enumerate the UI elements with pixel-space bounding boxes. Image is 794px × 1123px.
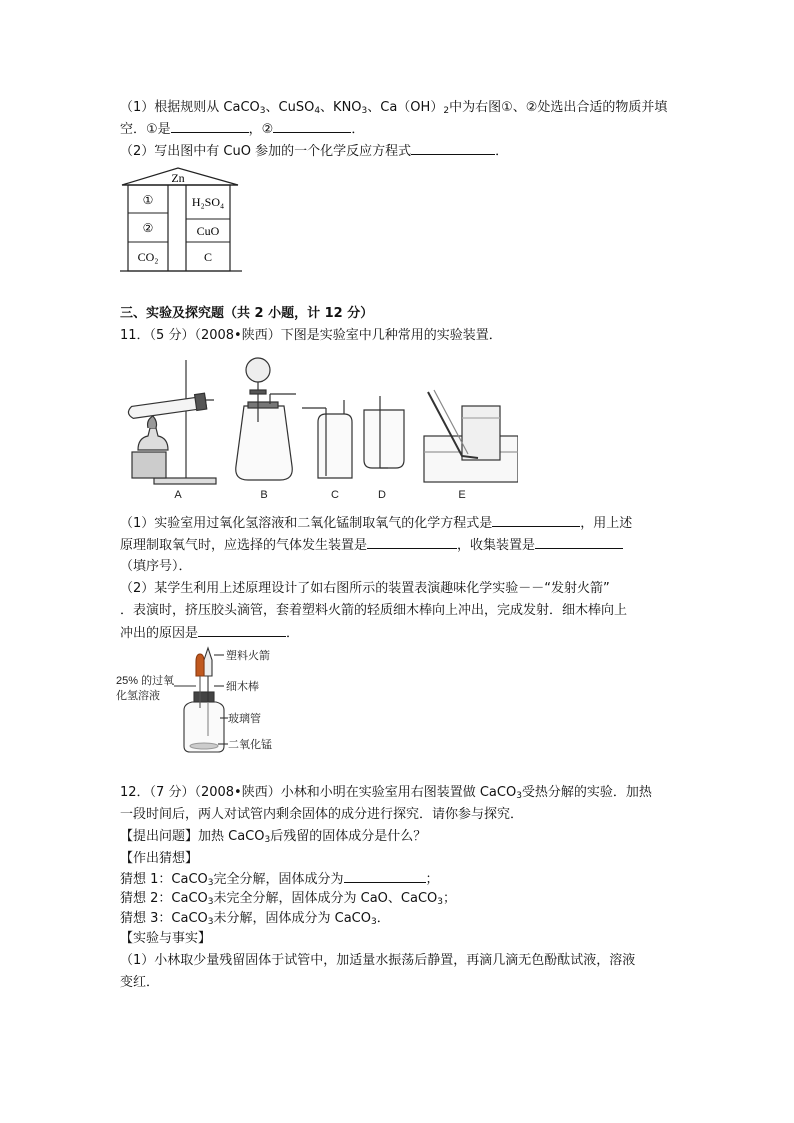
- q11-title: 11．（5 分）（2008•陕西）下图是实验室中几种常用的实验装置．: [120, 328, 502, 343]
- rocket-figure: [116, 646, 286, 756]
- label-d: D: [378, 489, 386, 501]
- blank-o2-equation[interactable]: [492, 514, 580, 527]
- q12-title-line2: 一段时间后，两人对试管内剩余固体的成分进行探究．请你参与探究．: [120, 807, 524, 822]
- house-right-2: CuO: [196, 224, 220, 238]
- q12-hypothesis-heading: 【作出猜想】: [120, 851, 199, 866]
- apparatus-d: [364, 396, 404, 468]
- house-roof-label: Zn: [171, 171, 185, 185]
- q12-title-line1: 12．（7 分）（2008•陕西）小林和小明在实验室用右图装置做 CaCO$_3$受热分解的实验．加热: [120, 785, 652, 801]
- house-left-2: ②: [142, 221, 154, 235]
- label-e: E: [458, 489, 466, 501]
- house-right-1: H₂SO₄: [191, 195, 225, 209]
- q12-guess-2: 猜想 2：CaCO$_3$未完全分解，固体成分为 CaO、CaCO$_3$；: [120, 891, 457, 907]
- stick-label: 细木棒: [226, 681, 259, 693]
- apparatus-b: [236, 358, 296, 480]
- apparatus-e: [424, 390, 518, 482]
- q12-fact1-line2: 变红．: [120, 975, 160, 990]
- q12-question: 【提出问题】加热 CaCO$_3$后残留的固体成分是什么？: [120, 829, 427, 845]
- tube-label: 玻璃管: [228, 713, 261, 725]
- apparatus-a: [128, 360, 216, 484]
- label-c: C: [331, 489, 339, 501]
- blank-reason[interactable]: [198, 624, 286, 637]
- q10-part1-line1: （1）根据规则从 CaCO$_3$、CuSO$_4$、$KNO_3$、$Ca(OH)_2$中为右图①、②处选出合适的物质并填: [120, 100, 668, 116]
- q11-part2-line3: 冲出的原因是 ．: [120, 626, 300, 641]
- house-right-3: C: [203, 250, 213, 264]
- apparatus-figure: [118, 352, 518, 504]
- q12-guess-3: 猜想 3：CaCO$_3$未分解，固体成分为 CaCO$_3$．: [120, 911, 390, 927]
- solution-label-2: 化氢溶液: [116, 690, 160, 702]
- house-left-1: ①: [142, 193, 154, 207]
- label-a: A: [174, 489, 182, 501]
- blank-generator[interactable]: [367, 536, 457, 549]
- blank-collector[interactable]: [535, 536, 623, 549]
- section-heading: 三、实验及探究题（共 2 小题，计 12 分）: [120, 306, 374, 321]
- q12-guess-1: 猜想 1：CaCO$_3$完全分解，固体成分为 ；: [120, 872, 439, 888]
- q11-part1-line1: （1）实验室用过氧化氢溶液和二氧化锰制取氧气的化学方程式是 ，用上述: [120, 516, 633, 531]
- blank-equation[interactable]: [411, 142, 495, 155]
- q10-part1-line2: 空．①是 ，② ．: [120, 122, 365, 137]
- mno2-label: 二氧化锰: [228, 739, 272, 751]
- blank-1[interactable]: [171, 120, 249, 133]
- apparatus-c: [302, 400, 352, 478]
- rocket-label: 塑料火箭: [226, 650, 270, 662]
- label-b: B: [260, 489, 268, 501]
- blank-guess1[interactable]: [344, 870, 426, 883]
- house-diagram: [118, 166, 248, 278]
- q11-part1-line2: 原理制取氧气时，应选择的气体发生装置是 ，收集装置是: [120, 536, 623, 555]
- solution-label-1: 25% 的过氧: [116, 675, 175, 687]
- blank-2[interactable]: [273, 120, 351, 133]
- q12-fact1-line1: （1）小林取少量残留固体于试管中，加适量水振荡后静置，再滴几滴无色酚酞试液，溶液: [120, 953, 636, 968]
- q10-part2: （2）写出图中有 CuO 参加的一个化学反应方程式 ．: [120, 144, 509, 159]
- q11-part2-line1: （2）某学生利用上述原理设计了如右图所示的装置表演趣味化学实验－－“发射火箭”: [120, 581, 610, 596]
- q12-facts-heading: 【实验与事实】: [120, 931, 212, 946]
- q11-part2-line2: ．表演时，挤压胶头滴管，套着塑料火箭的轻质细木棒向上冲出，完成发射．细木棒向上: [120, 603, 628, 618]
- house-left-3: CO₂: [137, 250, 159, 264]
- q11-part1-line3: （填序号）．: [120, 559, 192, 574]
